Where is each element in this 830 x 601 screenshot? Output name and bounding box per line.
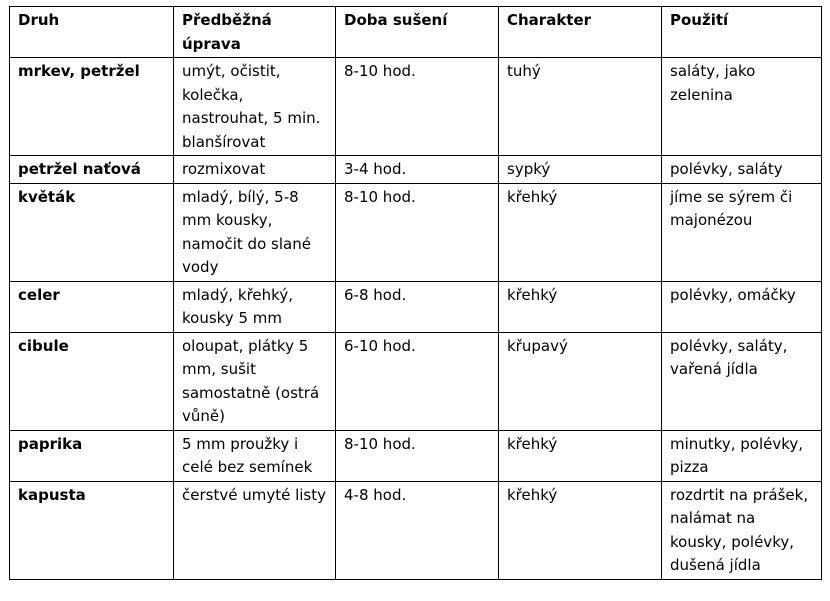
cell-uprava: čerstvé umyté listy: [174, 481, 336, 579]
cell-druh: paprika: [10, 430, 174, 481]
cell-pouziti: polévky, saláty, vařená jídla: [662, 332, 822, 430]
cell-charakter: tuhý: [499, 58, 662, 156]
table-row: [10, 430, 822, 481]
table-row: [10, 58, 822, 156]
table-row: [10, 183, 822, 281]
cell-doba: 6-10 hod.: [336, 332, 499, 430]
cell-doba: 6-8 hod.: [336, 281, 499, 332]
cell-doba: 8-10 hod.: [336, 183, 499, 281]
cell-uprava: umýt, očistit, kolečka, nastrouhat, 5 min. blanšírovat: [174, 58, 336, 156]
header-druh: Druh: [10, 7, 174, 58]
cell-uprava: mladý, bílý, 5-8 mm kousky, namočit do slané vody: [174, 183, 336, 281]
cell-pouziti: polévky, saláty: [662, 156, 822, 184]
cell-charakter: křehký: [499, 183, 662, 281]
cell-charakter: křupavý: [499, 332, 662, 430]
cell-druh: celer: [10, 281, 174, 332]
header-pouziti: Použití: [662, 7, 822, 58]
cell-doba: 4-8 hod.: [336, 481, 499, 579]
cell-doba: 8-10 hod.: [336, 430, 499, 481]
cell-druh: cibule: [10, 332, 174, 430]
vegetable-drying-table: [9, 6, 822, 580]
cell-charakter: křehký: [499, 281, 662, 332]
cell-pouziti: minutky, polévky, pizza: [662, 430, 822, 481]
cell-pouziti: rozdrtit na prášek, nalámat na kousky, polévky, dušená jídla: [662, 481, 822, 579]
header-charakter: Charakter: [499, 7, 662, 58]
table-row: [10, 281, 822, 332]
cell-uprava: 5 mm proužky i celé bez semínek: [174, 430, 336, 481]
cell-charakter: sypký: [499, 156, 662, 184]
cell-druh: květák: [10, 183, 174, 281]
cell-uprava: mladý, křehký, kousky 5 mm: [174, 281, 336, 332]
cell-druh: kapusta: [10, 481, 174, 579]
header-predbezna-uprava: Předběžná úprava: [174, 7, 336, 58]
cell-pouziti: jíme se sýrem či majonézou: [662, 183, 822, 281]
cell-druh: mrkev, petržel: [10, 58, 174, 156]
header-row: [10, 7, 822, 58]
cell-doba: 3-4 hod.: [336, 156, 499, 184]
cell-charakter: křehký: [499, 481, 662, 579]
table-row: [10, 332, 822, 430]
cell-pouziti: saláty, jako zelenina: [662, 58, 822, 156]
cell-doba: 8-10 hod.: [336, 58, 499, 156]
cell-uprava: oloupat, plátky 5 mm, sušit samostatně (ostrá vůně): [174, 332, 336, 430]
cell-druh: petržel naťová: [10, 156, 174, 184]
cell-pouziti: polévky, omáčky: [662, 281, 822, 332]
cell-uprava: rozmixovat: [174, 156, 336, 184]
table-row: [10, 156, 822, 184]
header-doba-suseni: Doba sušení: [336, 7, 499, 58]
table-row: [10, 481, 822, 579]
cell-charakter: křehký: [499, 430, 662, 481]
